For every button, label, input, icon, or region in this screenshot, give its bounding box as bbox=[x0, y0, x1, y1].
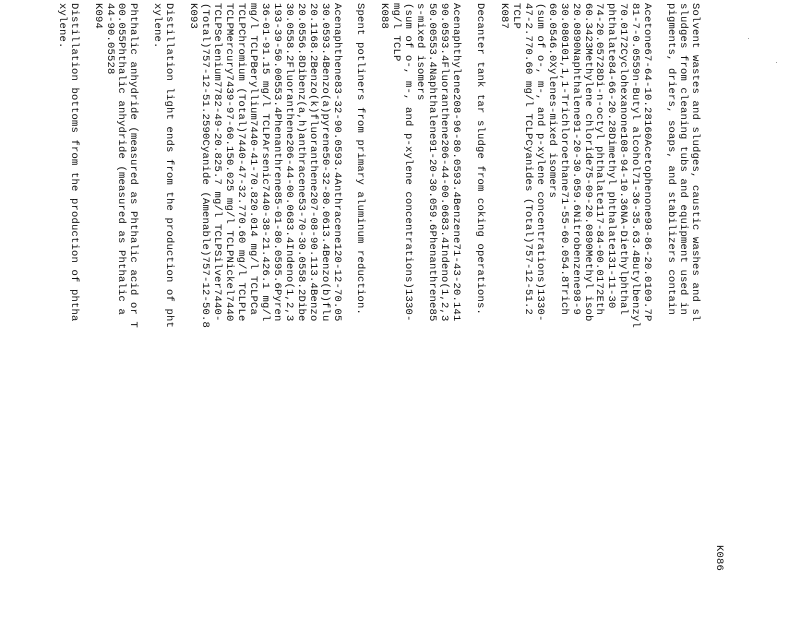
text-line: Decanter tank tar sludge from coking operations. bbox=[474, 3, 486, 316]
scan-speck bbox=[748, 38, 749, 39]
text-line: 70.0172Cyclohexanone108-94-10.36NA-Diethylphthal bbox=[617, 3, 630, 316]
text-line: TCLPChromium (Total)7440-47-32.770.60 mg/l TCLPLe bbox=[235, 3, 247, 322]
text-line: 20.0890Naphthalene91-20-30.059.6Nitrobenzene98-9 bbox=[569, 3, 582, 316]
text-line: 60.3423Methylene chloride75-09-20.0890Methyl isob bbox=[581, 3, 594, 322]
text-line: TCLP bbox=[509, 3, 522, 30]
text-line: 81-7-0.0559n-Butyl alcohol71-36-35.63.4Butylbenzyl bbox=[629, 3, 642, 329]
text-line: mg/l TCLPBeryllium7440-41-70.820.014 mg/l TCLPCa bbox=[246, 3, 259, 316]
text-line: phthalate84-66-20.28Dimethyl phthalate131-11-30 bbox=[605, 3, 618, 309]
text-line: 36-01-91.15 mg/l TCLPArsenic7440-38-21.426.1 mg/l bbox=[258, 3, 271, 322]
text-line: (sum of o-, m-, and p-xylene concentrations)1330- bbox=[533, 3, 546, 322]
text-line: 90.0593.4Fluoranthene206-44-00.0683.4Indeno(1,2,3 bbox=[438, 3, 451, 322]
text-line: 74-20.05728Di-n-octyl phthalate117-84-00.0172Eth bbox=[593, 3, 606, 316]
text-line: TCLPSelenium7782-49-20.825.7 mg/l TCLPSilver7440- bbox=[211, 3, 224, 322]
text-line: Distillation bottoms from the production of phtha bbox=[67, 3, 80, 322]
text-line: mg/l TCLP bbox=[390, 3, 403, 62]
text-line: Acenaphthylene208-96-80.0593.4Benzene71-43-20.141 bbox=[450, 3, 463, 322]
text-line: K087 bbox=[497, 3, 510, 30]
text-line: Acenaphthene83-32-90.0593.4Anthracene120-12-70.05 bbox=[330, 3, 343, 322]
text-line: K093 bbox=[187, 3, 200, 30]
text-line: K086 bbox=[713, 545, 725, 572]
text-line: Phthalic anhydride (measured as Phthalic acid or T bbox=[127, 3, 140, 329]
text-line: 44-90.05528 bbox=[103, 3, 116, 75]
text-line: 30.080101,1,1-Trichloroethane71-55-60.054.8Trich bbox=[557, 3, 570, 316]
text-line: 20.1168.2Benzo(k)fluoranthene207-08-90.113.4Benzo bbox=[306, 3, 319, 322]
text-line: s-mixed isomers bbox=[414, 3, 427, 101]
text-line: pigments, driers, soaps, and stabilizers contain bbox=[665, 3, 678, 316]
text-line: 30.0558.2Fluoranthene206-44-00.0683.4Indeno(1,2,3 bbox=[282, 3, 295, 322]
text-line: (sum of o-, m-, and p-xylene concentrations)1330- bbox=[402, 3, 415, 322]
text-line: K094 bbox=[91, 3, 104, 30]
text-line: 193-39-50.00553.4Phenanthrene85-01-80.0595.6Pyren bbox=[270, 3, 283, 322]
text-line: (Total)757-12-51.2590Cyanide (Amenable)757-12-50.8 bbox=[199, 3, 212, 329]
text-line: 50.00553.4Naphthalene91-20-30.059.6Phenanthrene85 bbox=[426, 3, 439, 322]
text-line: 47-2.770.60 mg/l TCLPCyanides (Total)757-12-51.2 bbox=[521, 3, 534, 316]
text-line: 20.0556.8Dibenz(a,h)anthracene53-70-30.0558.2Dibe bbox=[294, 3, 307, 322]
text-line: TCLPMercury7439-97-60.150.025 mg/l TCLPNickel7440 bbox=[223, 3, 236, 322]
text-line: Spent potliners from primary aluminum reduction. bbox=[354, 3, 367, 316]
text-line: sludges from cleaning tubs and equipment used in bbox=[677, 3, 690, 316]
text-line: 60.0546.0Xylenes-mixed isomers bbox=[545, 3, 558, 199]
text-line: 00.055Phthalic anhydride (measured as Phthalic a bbox=[115, 3, 128, 316]
text-line: K088 bbox=[378, 3, 391, 30]
text-line: Distillation light ends from the production of pht bbox=[163, 3, 176, 329]
text-line: Acetone67-64-10.28160Acetophenone98-86-20.0109.7P bbox=[641, 3, 654, 322]
text-line: xylene. bbox=[55, 3, 68, 49]
scan-speck bbox=[776, 62, 777, 63]
text-line: xylene. bbox=[151, 3, 164, 49]
text-line: Solvent wastes and sludges, caustic washes and sl bbox=[689, 3, 702, 322]
text-line: 30.0593.4Benzo(a)pyrene50-32-80.0613.4Benzo(b)flu bbox=[318, 3, 331, 322]
